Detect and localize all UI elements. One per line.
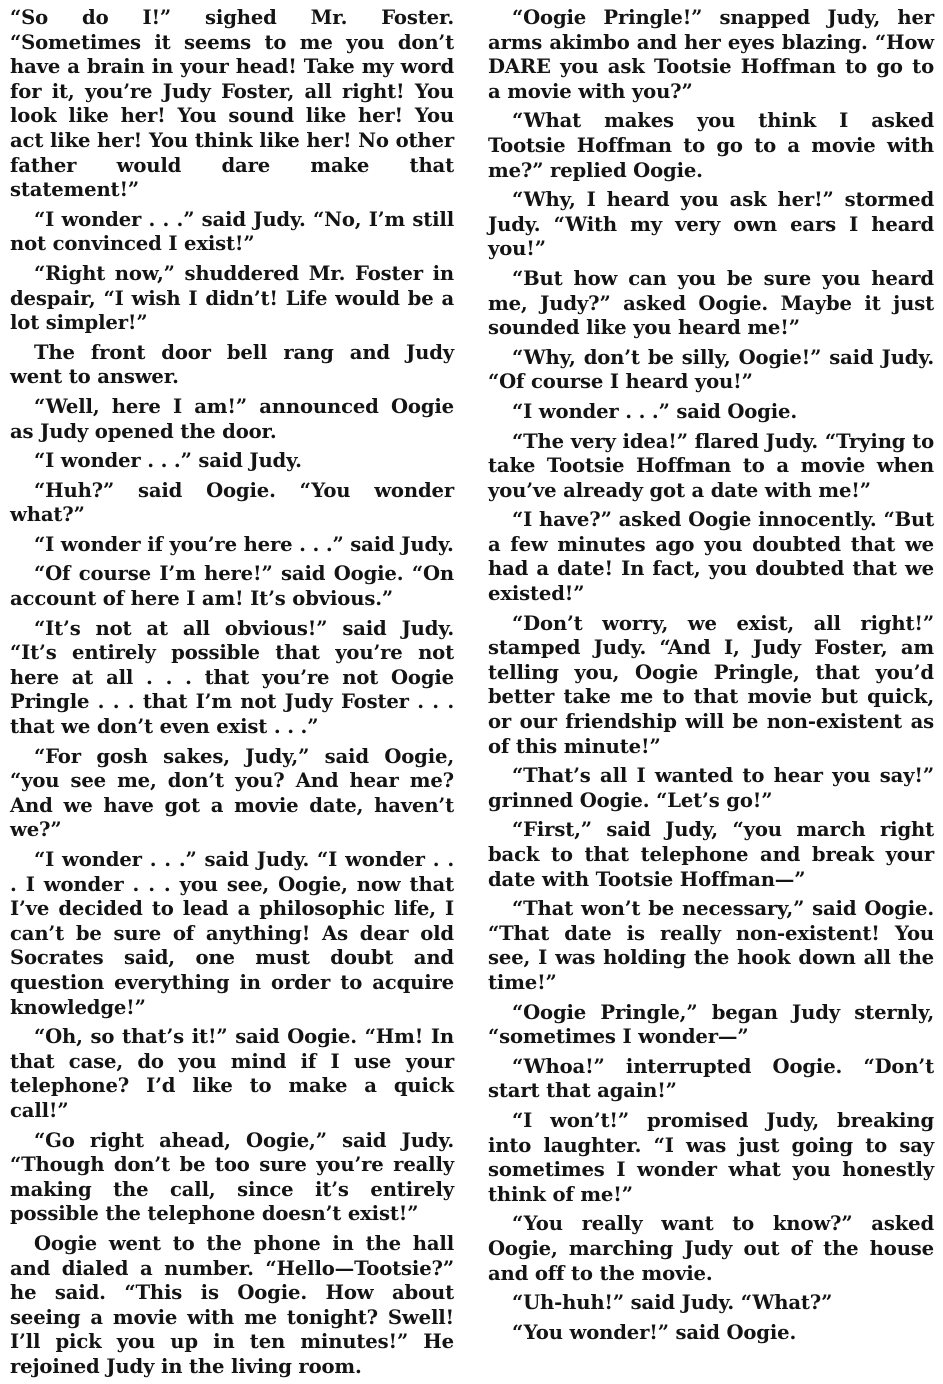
- paragraph: “For gosh sakes, Judy,” said Oogie, “you see me, don’t you? And hear me? And we have got a movie date, haven’t we?”: [10, 744, 454, 842]
- paragraph: “I wonder . . .” said Judy. “No, I’m still not convinced I exist!”: [10, 207, 454, 256]
- paragraph: “But how can you be sure you heard me, Judy?” asked Oogie. Maybe it just sounded like you heard me!”: [488, 266, 934, 340]
- paragraph: “First,” said Judy, “you march right back to that telephone and break your date with Tootsie Hoffman—”: [488, 818, 934, 891]
- paragraph: “Huh?” said Oogie. “You wonder what?”: [10, 478, 454, 527]
- paragraph: The front door bell rang and Judy went to answer.: [10, 340, 454, 389]
- paragraph: “Oogie Pringle,” began Judy sternly, “sometimes I wonder—”: [488, 1000, 934, 1049]
- paragraph: “Whoa!” interrupted Oogie. “Don’t start that again!”: [488, 1054, 934, 1103]
- paragraph: “I wonder . . .” said Judy. “I wonder . . . I wonder . . . you see, Oogie, now that I’ve decided to lead a philosophic life, I can’t be sure of anything! As dear old Socrates said, one must doubt and question everything in order to acquire knowledge!”: [10, 848, 454, 1019]
- paragraph: “I wonder . . .” said Judy.: [34, 449, 302, 473]
- paragraph: “I wonder . . .” said Oogie.: [512, 399, 798, 423]
- left-text-column: [10, 6, 454, 1384]
- right-text-column: [488, 6, 934, 1350]
- paragraph: “It’s not at all obvious!” said Judy. “It’s entirely possible that you’re not here at all . . . that you’re not Oogie Pringle . . . that I’m not Judy Foster . . . that we don’t even exist . . .”: [10, 616, 454, 739]
- paragraph: “The very idea!” flared Judy. “Trying to take Tootsie Hoffman to a movie when you’ve already got a date with me!”: [488, 429, 934, 502]
- paragraph: “So do I!” sighed Mr. Foster. “Sometimes it seems to me you don’t have a brain in your head! Take my word for it, you’re Judy Foster, all right! You look like her! You sound like her! You act like her! You think like her! No other father would dare make that statement!”: [10, 6, 454, 202]
- paragraph: “Don’t worry, we exist, all right!” stamped Judy. “And I, Judy Foster, am telling you, Oogie Pringle, that you’d better take me to that movie but quick, or our friendship will be non-existent as of this minute!”: [488, 611, 934, 758]
- paragraph: Oogie went to the phone in the hall and dialed a number. “Hello—Tootsie?” he said. “This is Oogie. How about seeing a movie with me tonight? Swell! I’ll pick you up in ten minutes!” He rejoined Judy in the living room.: [10, 1231, 454, 1378]
- paragraph: “You wonder!” said Oogie.: [512, 1320, 797, 1344]
- paragraph: “Of course I’m here!” said Oogie. “On account of here I am! It’s obvious.”: [10, 562, 454, 611]
- paragraph: “That won’t be necessary,” said Oogie. “That date is really non-existent! You see, I was holding the hook down all the time!”: [488, 897, 934, 994]
- paragraph: “What makes you think I asked Tootsie Hoffman to go to a movie with me?” replied Oogie.: [488, 109, 934, 182]
- paragraph: “That’s all I wanted to hear you say!” grinned Oogie. “Let’s go!”: [488, 764, 934, 812]
- paragraph: “Uh-huh!” said Judy. “What?”: [512, 1291, 833, 1315]
- paragraph: “I won’t!” promised Judy, breaking into laughter. “I was just going to say sometimes I wonder what you honestly think of me!”: [488, 1108, 934, 1206]
- paragraph: “Well, here I am!” announced Oogie as Judy opened the door.: [10, 394, 454, 443]
- paragraph: “I wonder if you’re here . . .” said Judy.: [34, 532, 454, 556]
- paragraph: “Oogie Pringle!” snapped Judy, her arms akimbo and her eyes blazing. “How DARE you ask Tootsie Hoffman to go to a movie with you?”: [488, 6, 934, 103]
- paragraph: “I have?” asked Oogie innocently. “But a few minutes ago you doubted that we had a date! In fact, you doubted that we existed!”: [488, 508, 934, 606]
- paragraph: “Why, I heard you ask her!” stormed Judy. “With my very own ears I heard you!”: [488, 188, 934, 261]
- paragraph: “You really want to know?” asked Oogie, marching Judy out of the house and off to the movie.: [488, 1212, 934, 1285]
- paragraph: “Why, don’t be silly, Oogie!” said Judy. “Of course I heard you!”: [488, 345, 934, 394]
- paragraph: “Go right ahead, Oogie,” said Judy. “Though don’t be too sure you’re really making the call, since it’s entirely possible the telephone doesn’t exist!”: [10, 1128, 454, 1226]
- paragraph: “Right now,” shuddered Mr. Foster in despair, “I wish I didn’t! Life would be a lot simpler!”: [10, 261, 454, 335]
- paragraph: “Oh, so that’s it!” said Oogie. “Hm! In that case, do you mind if I use your telephone? I’d like to make a quick call!”: [10, 1025, 454, 1122]
